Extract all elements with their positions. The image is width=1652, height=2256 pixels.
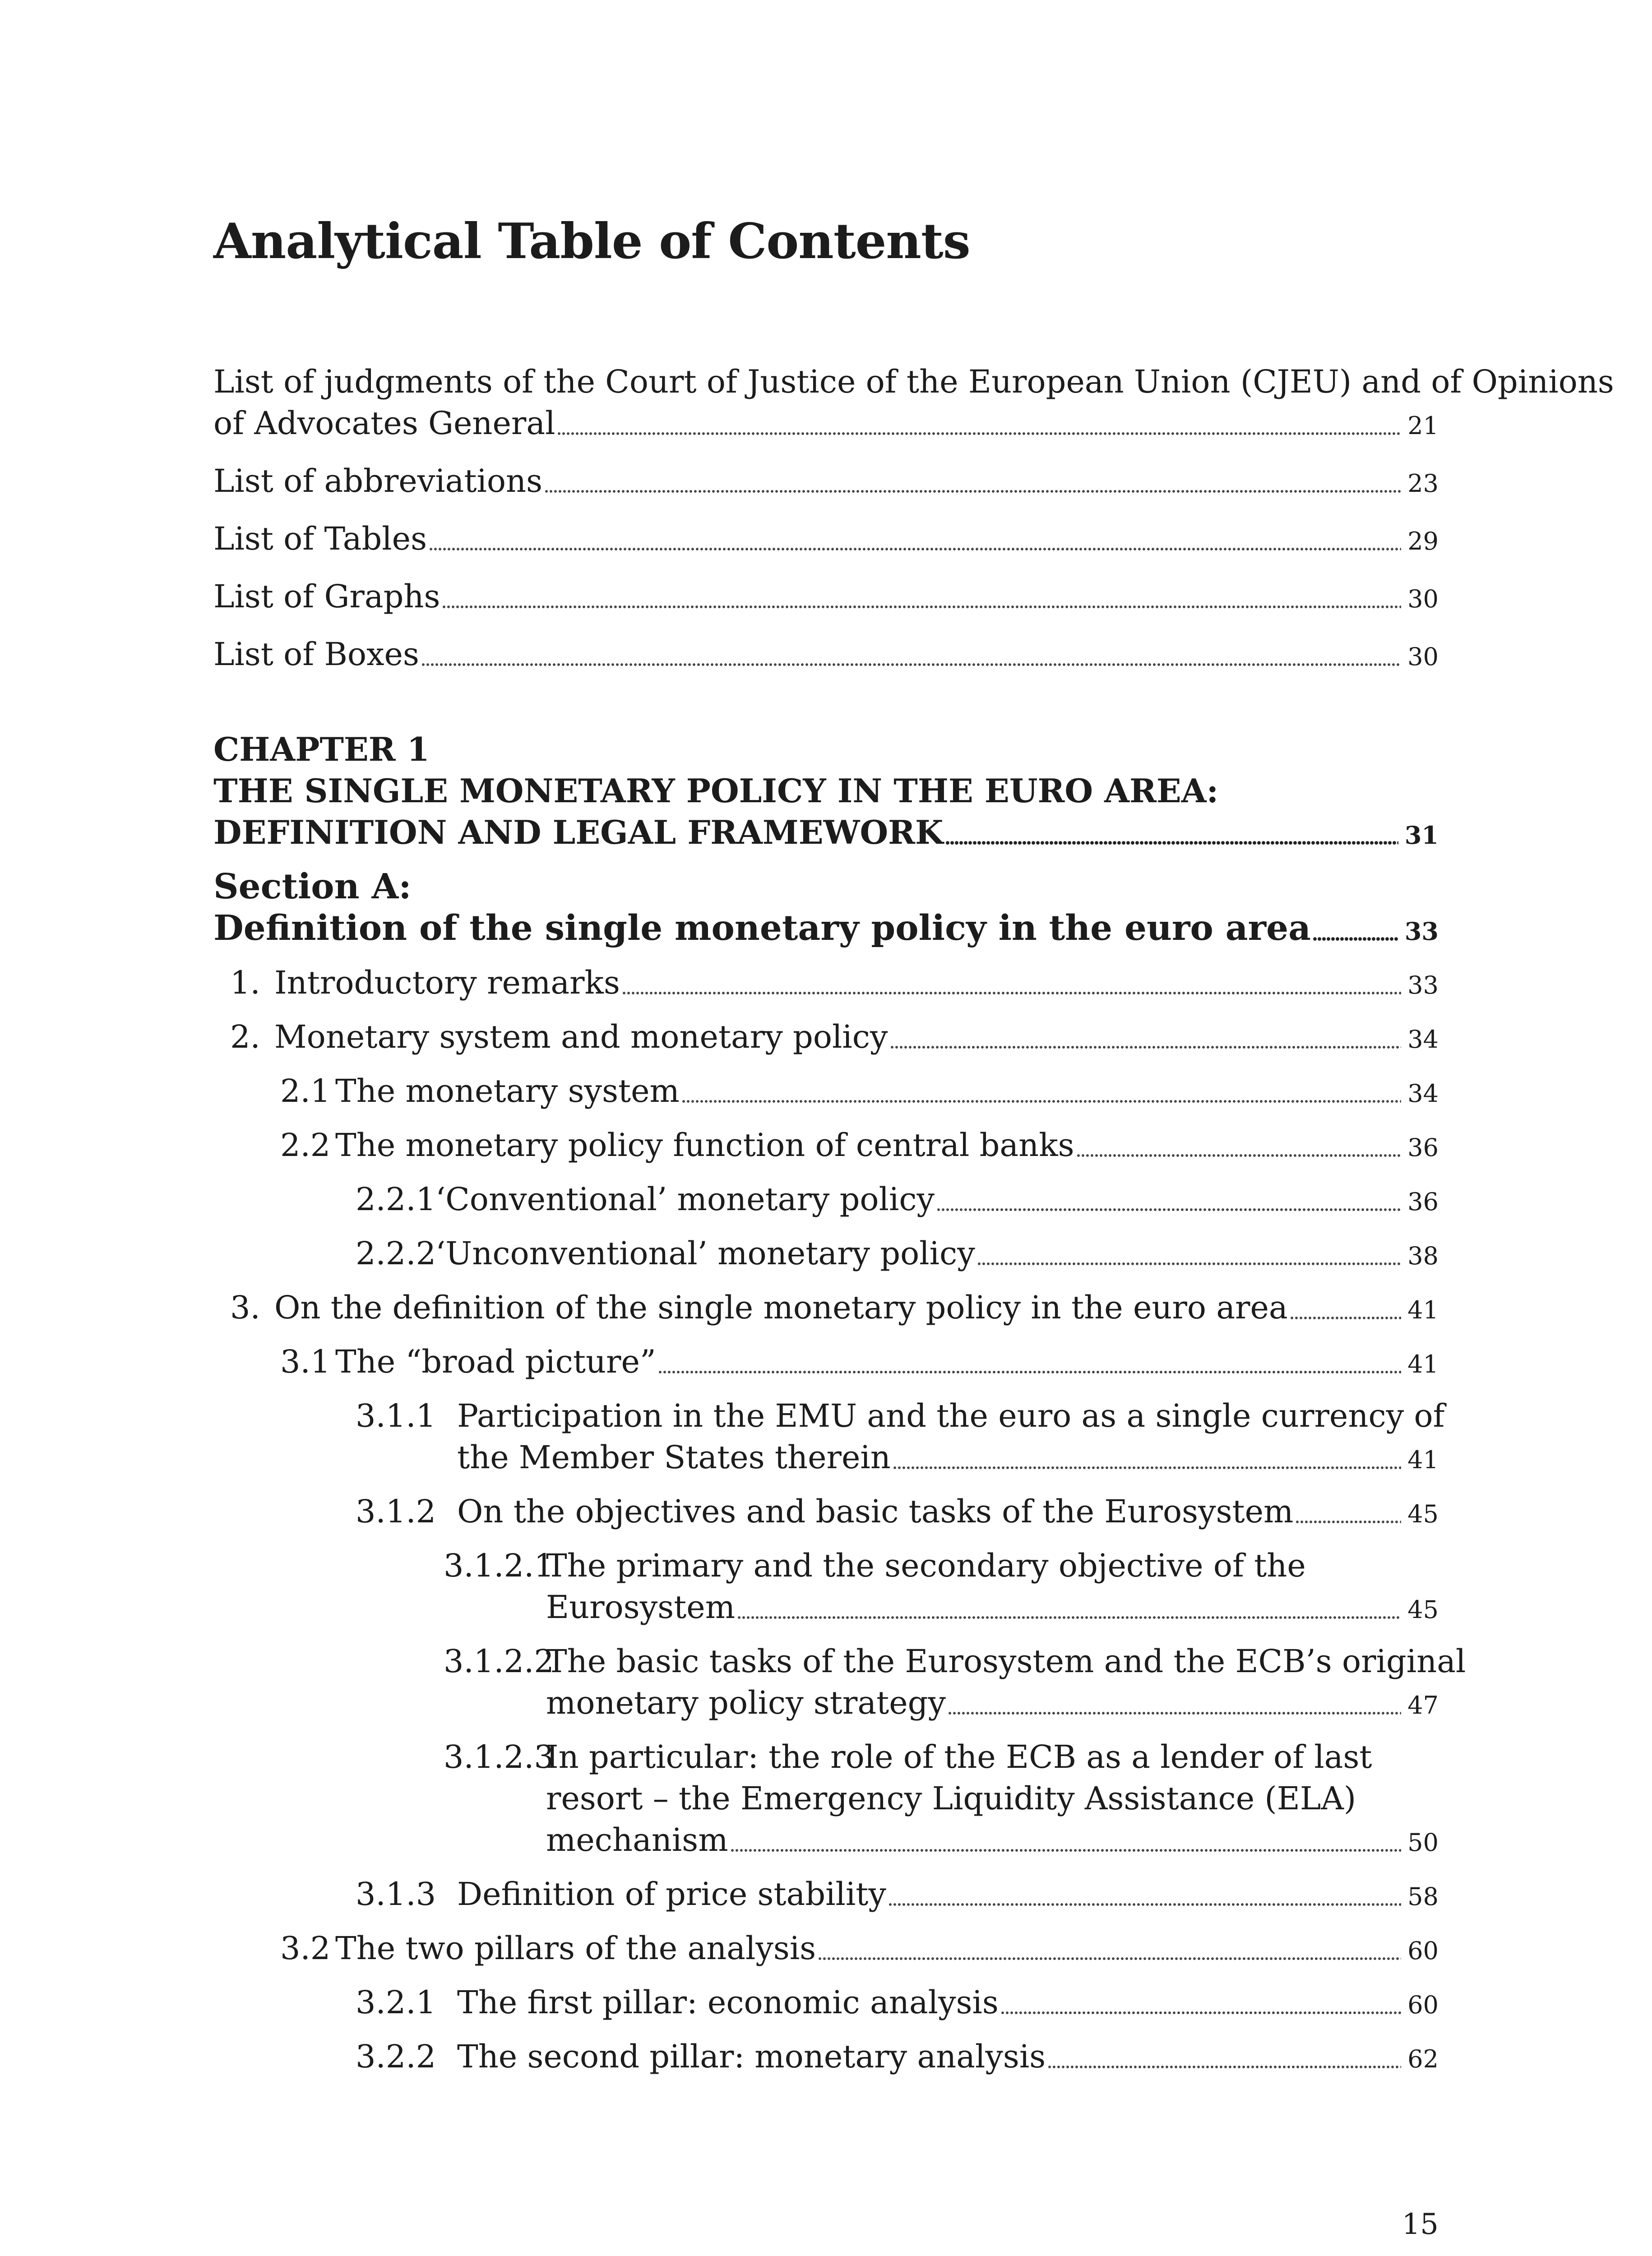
toc-page-number: 41 (1407, 1350, 1439, 1378)
toc-page-number: 31 (1404, 821, 1439, 850)
toc-entry-text: List of judgments of the Court of Justice of the European Union (CJEU) and of Opinions (213, 363, 1614, 400)
section-label: Section A: (213, 866, 412, 907)
dot-leader (658, 1368, 1402, 1376)
dot-leader (622, 989, 1401, 997)
entry-number: 2.1 (280, 1073, 331, 1110)
page-number: 15 (1402, 2208, 1439, 2241)
toc-entry[interactable] (356, 1179, 1439, 1223)
toc-entry[interactable] (356, 2036, 1439, 2080)
toc-entry-text: The two pillars of the analysis (335, 1930, 816, 1967)
toc-page-number: 33 (1407, 971, 1439, 999)
toc-entry-text: On the objectives and basic tasks of the Eurosystem (457, 1493, 1294, 1530)
chapter-title-line: THE SINGLE MONETARY POLICY IN THE EURO AREA: (213, 772, 1219, 810)
toc-entry-boxes[interactable] (213, 633, 1439, 678)
toc-page-number: 30 (1407, 643, 1439, 671)
toc-page-number: 60 (1407, 1937, 1439, 1965)
chapter-1-block (213, 729, 1466, 2080)
toc-page-number: 36 (1407, 1188, 1439, 1216)
toc-entry[interactable] (280, 1928, 1439, 1972)
entry-number: 3.1.2 (356, 1493, 436, 1530)
toc-entry-text: List of Tables (213, 520, 427, 557)
dot-leader (888, 1900, 1401, 1909)
toc-entry-abbreviations[interactable] (213, 460, 1439, 504)
toc-page-number: 33 (1404, 917, 1439, 946)
dot-leader (730, 1846, 1402, 1854)
toc-entry-text: mechanism (546, 1821, 728, 1858)
chapter-title-line: DEFINITION AND LEGAL FRAMEWORK (213, 813, 944, 851)
entry-number: 3.1.3 (356, 1876, 436, 1913)
entry-number: 1. (230, 964, 260, 1001)
toc-entry[interactable] (230, 1016, 1439, 1060)
dot-leader (429, 545, 1401, 553)
entry-number: 3.2.2 (356, 2038, 436, 2075)
toc-entry-text: The “broad picture” (335, 1343, 656, 1380)
toc-entry[interactable] (356, 1873, 1439, 1918)
toc-page-number: 38 (1407, 1242, 1439, 1270)
toc-entry-text: of Advocates General (213, 405, 555, 442)
toc-entry[interactable] (444, 1545, 1439, 1631)
toc-entry[interactable] (230, 962, 1439, 1006)
entry-number: 3.1 (280, 1343, 331, 1380)
toc-entry-judgments[interactable] (213, 361, 1614, 447)
toc-entry-text: The monetary policy function of central banks (335, 1127, 1074, 1164)
page-title: Analytical Table of Contents (213, 213, 970, 270)
entry-number: 3.1.2.2 (444, 1643, 554, 1680)
dot-leader (681, 1097, 1401, 1105)
entry-number: 3. (230, 1289, 260, 1326)
toc-entry-text: Eurosystem (546, 1589, 736, 1626)
toc-page-number: 62 (1407, 2045, 1439, 2073)
toc-entry[interactable] (280, 1124, 1439, 1169)
entry-number: 3.1.2.3 (444, 1738, 554, 1775)
toc-page-number: 41 (1407, 1296, 1439, 1324)
dot-leader (936, 1206, 1401, 1214)
dot-leader (421, 661, 1401, 669)
chapter-heading[interactable] (213, 729, 1439, 856)
toc-entry-text: The basic tasks of the Eurosystem and the ECB’s original (546, 1643, 1466, 1680)
toc-entry-text: ‘Unconventional’ monetary policy (435, 1235, 975, 1272)
dot-leader (893, 1464, 1401, 1472)
toc-entry[interactable] (280, 1070, 1439, 1114)
entry-number: 2.2.1 (356, 1181, 436, 1218)
dot-leader (442, 603, 1401, 611)
entry-number: 2.2 (280, 1127, 331, 1164)
toc-page-number: 30 (1407, 585, 1439, 613)
toc-entry[interactable] (356, 1233, 1439, 1277)
toc-entry-text: List of Graphs (213, 578, 440, 615)
dot-leader (1295, 1518, 1401, 1526)
toc-page-number: 36 (1407, 1133, 1439, 1162)
toc-page-number: 47 (1407, 1691, 1439, 1720)
toc-page-number: 58 (1407, 1882, 1439, 1911)
section-title: Definition of the single monetary policy in the euro area (213, 908, 1311, 948)
toc-entry-text: On the definition of the single monetary policy in the euro area (274, 1289, 1288, 1326)
toc-page-number: 34 (1407, 1079, 1439, 1108)
dot-leader (1076, 1151, 1402, 1160)
toc-entry[interactable] (444, 1736, 1439, 1863)
toc-page-number: 45 (1407, 1500, 1439, 1528)
entry-number: 2. (230, 1018, 260, 1055)
toc-entry-text: Monetary system and monetary policy (274, 1018, 888, 1055)
section-heading[interactable] (213, 866, 1439, 952)
toc-page-number: 50 (1407, 1828, 1439, 1857)
toc-entry-text: monetary policy strategy (546, 1684, 946, 1721)
entry-number: 2.2.2 (356, 1235, 436, 1272)
toc-entry-text: Introductory remarks (274, 964, 620, 1001)
toc-page-number: 60 (1407, 1991, 1439, 2019)
toc-entry[interactable] (356, 1395, 1445, 1481)
dot-leader (948, 1709, 1401, 1717)
dot-leader (1000, 2009, 1401, 2017)
toc-entry-text: the Member States therein (457, 1439, 891, 1476)
dot-leader (1290, 1314, 1402, 1322)
toc-page-number: 23 (1407, 469, 1439, 498)
dot-leader (945, 839, 1398, 847)
entry-number: 3.1.2.1 (444, 1547, 554, 1584)
toc-entry-text: resort – the Emergency Liquidity Assistance (ELA) (546, 1780, 1356, 1817)
toc-entry-text: List of abbreviations (213, 462, 543, 499)
entry-number: 3.2 (280, 1930, 331, 1967)
toc-page-number: 34 (1407, 1025, 1439, 1054)
toc-entry-text: ‘Conventional’ monetary policy (435, 1181, 935, 1218)
chapter-label: CHAPTER 1 (213, 730, 430, 768)
front-matter-list (213, 361, 1614, 678)
dot-leader (737, 1613, 1401, 1622)
toc-page-number: 29 (1407, 527, 1439, 555)
dot-leader (1313, 935, 1398, 943)
toc-entry[interactable] (444, 1641, 1466, 1726)
entry-number: 3.2.1 (356, 1984, 436, 2021)
toc-page-number: 45 (1407, 1595, 1439, 1624)
toc-entry[interactable] (356, 1491, 1439, 1535)
toc-entry[interactable] (356, 1982, 1439, 2026)
toc-entry-text: In particular: the role of the ECB as a lender of last (546, 1738, 1372, 1775)
entry-number: 3.1.1 (356, 1397, 436, 1434)
dot-leader (544, 487, 1401, 495)
dot-leader (557, 430, 1401, 438)
dot-leader (1047, 2063, 1401, 2071)
toc-page-number: 41 (1407, 1446, 1439, 1474)
toc-entry-text: The first pillar: economic analysis (457, 1984, 999, 2021)
toc-entry-text: The second pillar: monetary analysis (457, 2038, 1046, 2075)
toc-entry-text: The primary and the secondary objective of the (546, 1547, 1306, 1584)
toc-entry[interactable] (280, 1341, 1439, 1385)
toc-entry-text: Definition of price stability (457, 1876, 886, 1913)
toc-entry[interactable] (230, 1287, 1439, 1331)
dot-leader (818, 1955, 1401, 1963)
dot-leader (977, 1260, 1401, 1268)
toc-page-number: 21 (1407, 411, 1439, 440)
toc-entry-graphs[interactable] (213, 576, 1439, 620)
toc-entry-text: List of Boxes (213, 636, 419, 673)
toc-entry-text: The monetary system (335, 1073, 680, 1110)
dot-leader (890, 1043, 1402, 1051)
toc-entry-tables[interactable] (213, 518, 1439, 562)
toc-entry-text: Participation in the EMU and the euro as a single currency of (457, 1397, 1445, 1434)
